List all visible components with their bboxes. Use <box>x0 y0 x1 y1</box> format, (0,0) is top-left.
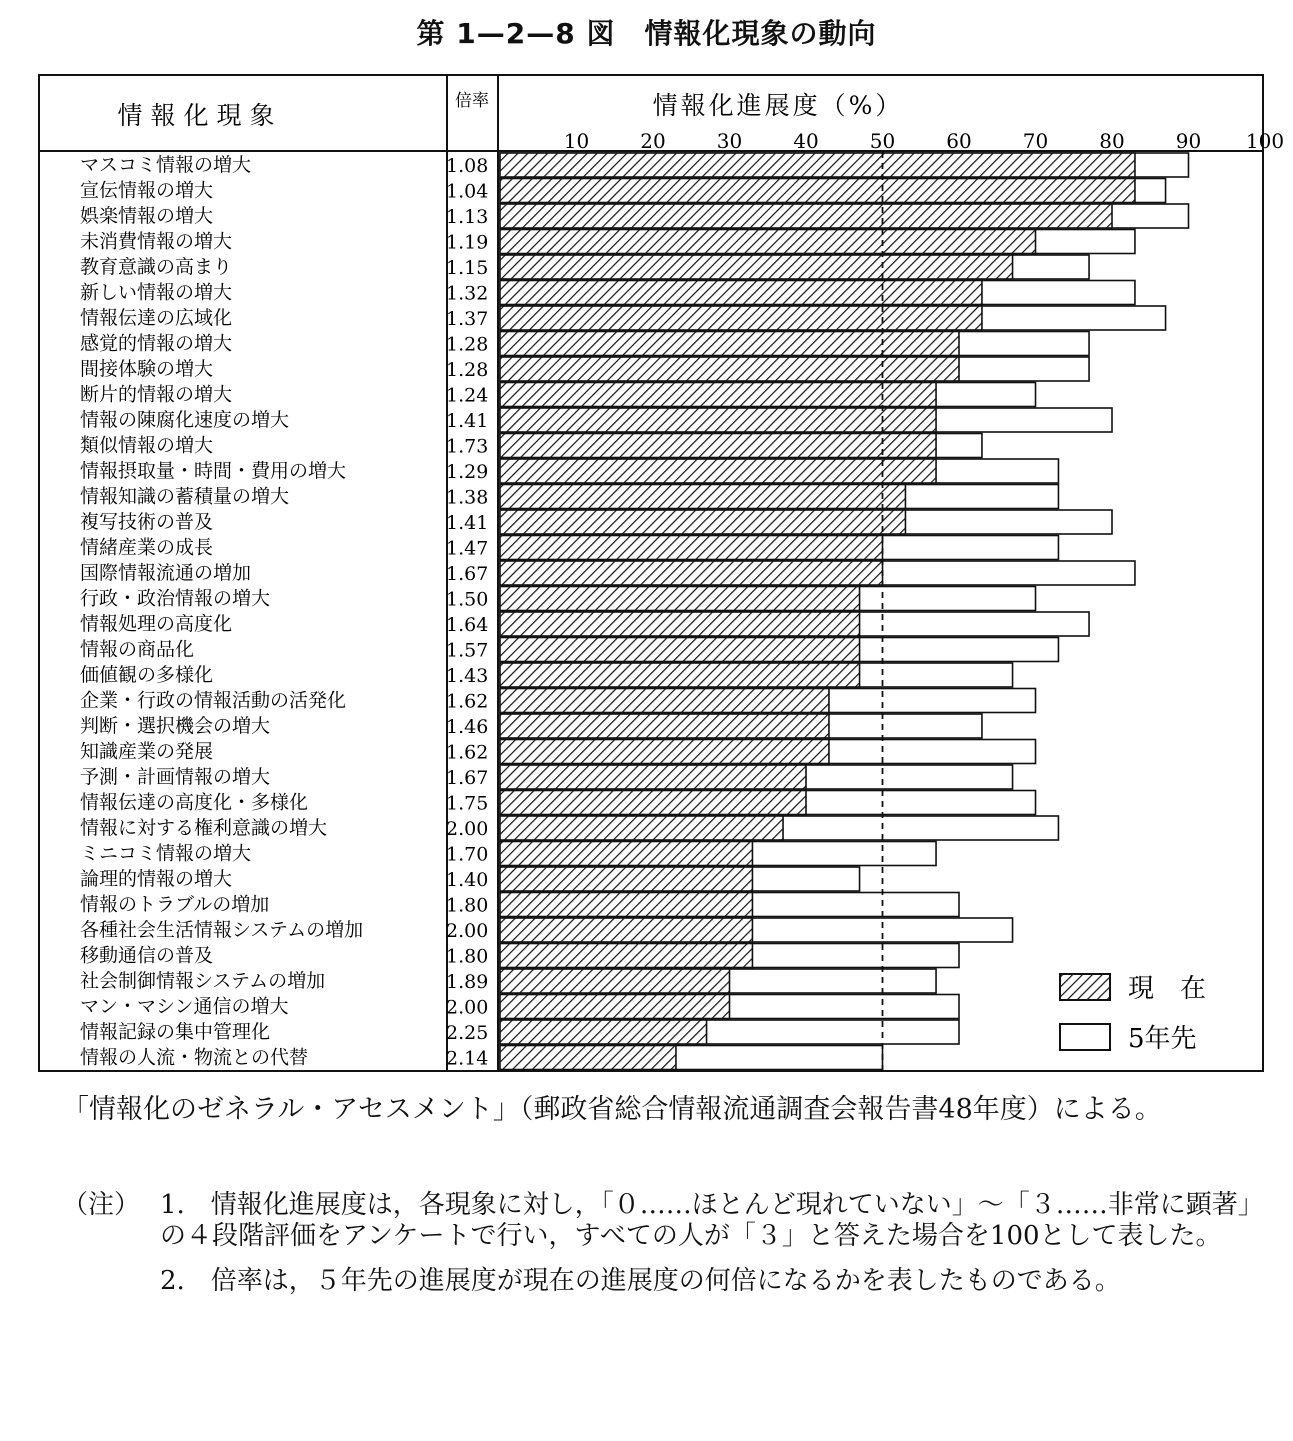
row-ratio: 1.24 <box>446 384 489 407</box>
notes-body <box>160 1190 1255 1312</box>
row-ratio: 2.00 <box>446 920 489 942</box>
row-ratio: 1.67 <box>446 563 489 585</box>
current-bar <box>500 281 982 305</box>
current-bar <box>500 714 829 738</box>
row-label: 教育意識の高まり <box>80 256 233 278</box>
current-bar <box>500 791 806 815</box>
row-ratio: 1.46 <box>446 716 489 738</box>
row-ratio: 1.80 <box>446 894 489 917</box>
tick-label: 10 <box>563 129 590 153</box>
chart-frame <box>38 74 1285 1072</box>
source-note: 「情報化のゼネラル・アセスメント」（郵政省総合情報流通調査会報告書48年度）による。 <box>62 1094 1162 1125</box>
current-bar <box>500 332 959 356</box>
row-label: 社会制御情報システムの増加 <box>80 970 326 992</box>
current-bar <box>500 255 1013 279</box>
note-item-1: 1. 情報化進展度は，各現象に対し，「０……ほとんど現れていない」～「３……非常に顕著」の４段階評価をアンケートで行い，すべての人が「３」と答えた場合を100として表した。 <box>160 1190 1251 1252</box>
tick-label: 50 <box>869 129 896 153</box>
row-label: 予測・計画情報の増大 <box>80 766 271 788</box>
row-ratio: 1.29 <box>446 461 489 483</box>
row-ratio: 1.57 <box>446 639 489 662</box>
row-ratio: 1.50 <box>446 588 489 611</box>
chart-rows <box>80 152 1189 1070</box>
notes-heading: （注） <box>62 1190 141 1220</box>
row-label: 情報処理の高度化 <box>80 613 233 635</box>
tick-label: 30 <box>716 129 743 153</box>
row-label: 情報知識の蓄積量の増大 <box>80 485 290 508</box>
row-label: 情報摂取量・時間・費用の増大 <box>80 460 347 482</box>
row-ratio: 1.19 <box>446 231 489 254</box>
row-ratio: 2.00 <box>446 996 489 1019</box>
row-ratio: 1.89 <box>446 971 489 993</box>
row-ratio: 1.28 <box>446 333 489 356</box>
row-ratio: 1.75 <box>446 792 489 815</box>
tick-label: 100 <box>1245 129 1285 153</box>
current-bar <box>500 740 829 764</box>
row-label: 各種社会生活情報システムの増加 <box>80 919 364 941</box>
row-ratio: 1.28 <box>446 359 489 381</box>
row-ratio: 2.14 <box>446 1047 489 1070</box>
row-ratio: 1.08 <box>446 155 489 177</box>
row-ratio: 1.47 <box>446 537 489 560</box>
row-label: 感覚的情報の増大 <box>80 332 233 355</box>
current-bar <box>500 612 860 636</box>
row-label: 複写技術の普及 <box>80 511 214 533</box>
legend-swatch-future <box>1060 1024 1110 1050</box>
current-bar <box>500 816 783 840</box>
current-bar <box>500 867 752 891</box>
current-bar <box>500 230 1036 254</box>
progress-bar-chart <box>40 76 1285 1070</box>
current-bar <box>500 510 905 534</box>
row-label: 知識産業の発展 <box>80 740 214 763</box>
row-label: マスコミ情報の増大 <box>80 154 252 176</box>
current-bar <box>500 638 860 662</box>
row-label: マン・マシン通信の増大 <box>80 995 289 1018</box>
axis-title: 情報化進展度（%） <box>652 91 904 120</box>
row-ratio: 1.38 <box>446 486 489 509</box>
current-bar <box>500 459 936 483</box>
row-label: 情報伝達の広域化 <box>80 307 233 329</box>
row-ratio: 2.25 <box>446 1022 489 1044</box>
row-label: 娯楽情報の増大 <box>80 205 214 227</box>
tick-label: 60 <box>946 129 972 153</box>
row-ratio: 1.32 <box>446 282 489 305</box>
current-bar <box>500 765 806 789</box>
row-label: ミニコミ情報の増大 <box>80 842 252 865</box>
current-bar <box>500 944 752 968</box>
current-bar <box>500 383 936 407</box>
row-label: 間接体験の増大 <box>80 358 214 380</box>
row-ratio: 1.13 <box>446 206 489 228</box>
row-label: 情報伝達の高度化・多様化 <box>80 791 309 814</box>
row-label: 情報記録の集中管理化 <box>80 1021 271 1043</box>
figure-title: 第 1—2—8 図 情報化現象の動向 <box>416 17 877 50</box>
tick-label: 90 <box>1175 129 1202 153</box>
row-label: 情報の人流・物流との代替 <box>80 1046 309 1069</box>
row-label: 情報の陳腐化速度の増大 <box>80 409 290 431</box>
row-label: 情報の商品化 <box>80 638 195 661</box>
legend-label-future: 5年先 <box>1128 1024 1197 1054</box>
note-item-2: 2. 倍率は，５年先の進展度が現在の進展度の何倍になるかを表したものである。 <box>160 1266 1121 1297</box>
current-bar <box>500 1020 707 1044</box>
current-bar <box>500 587 860 611</box>
row-ratio: 1.43 <box>446 665 489 687</box>
ratio-header: 倍率 <box>455 91 489 111</box>
phenomenon-header: 情報化現象 <box>117 101 283 130</box>
current-bar <box>500 485 905 509</box>
row-label: 宣伝情報の増大 <box>80 179 214 202</box>
row-label: 価値観の多様化 <box>80 664 214 686</box>
row-ratio: 1.62 <box>446 741 489 764</box>
row-ratio: 1.80 <box>446 945 489 968</box>
current-bar <box>500 561 883 585</box>
legend <box>1060 974 1206 1054</box>
row-ratio: 1.37 <box>446 308 489 330</box>
current-bar <box>500 918 752 942</box>
current-bar <box>500 179 1135 203</box>
row-ratio: 1.64 <box>446 614 489 636</box>
current-bar <box>500 434 936 458</box>
row-ratio: 1.67 <box>446 767 489 789</box>
row-label: 論理的情報の増大 <box>80 868 233 890</box>
current-bar <box>500 995 730 1019</box>
current-bar <box>500 663 860 687</box>
row-ratio: 1.04 <box>446 180 489 203</box>
tick-label: 40 <box>793 129 819 153</box>
current-bar <box>500 893 752 917</box>
current-bar <box>500 153 1135 177</box>
row-label: 未消費情報の増大 <box>80 230 233 253</box>
row-ratio: 1.73 <box>446 435 489 458</box>
row-ratio: 1.62 <box>446 690 489 713</box>
current-bar <box>500 689 829 713</box>
row-label: 企業・行政の情報活動の活発化 <box>80 689 347 712</box>
row-label: 情報に対する権利意識の増大 <box>80 817 328 839</box>
row-label: 情報のトラブルの増加 <box>80 893 270 916</box>
row-ratio: 2.00 <box>446 818 489 840</box>
row-label: 類似情報の増大 <box>80 434 214 457</box>
row-label: 移動通信の普及 <box>80 944 214 967</box>
row-label: 行政・政治情報の増大 <box>80 587 271 610</box>
row-ratio: 1.41 <box>446 410 489 432</box>
row-label: 判断・選択機会の増大 <box>80 715 271 737</box>
tick-label: 80 <box>1099 129 1125 153</box>
current-bar <box>500 536 883 560</box>
tick-label: 20 <box>640 129 666 153</box>
row-ratio: 1.41 <box>446 512 489 534</box>
row-ratio: 1.40 <box>446 869 489 891</box>
axis-ticks <box>564 129 1284 153</box>
current-bar <box>500 969 730 993</box>
row-label: 新しい情報の増大 <box>80 281 233 304</box>
current-bar <box>500 204 1112 228</box>
current-bar <box>500 357 959 381</box>
current-bar <box>500 408 936 432</box>
current-bar <box>500 842 752 866</box>
row-ratio: 1.70 <box>446 843 489 866</box>
tick-label: 70 <box>1022 129 1049 153</box>
legend-swatch-current <box>1060 974 1110 1000</box>
row-label: 断片的情報の増大 <box>80 383 233 406</box>
current-bar <box>500 1046 676 1070</box>
row-ratio: 1.15 <box>446 257 489 279</box>
legend-label-current: 現 在 <box>1128 974 1207 1004</box>
current-bar <box>500 306 982 330</box>
row-label: 国際情報流通の増加 <box>80 562 252 584</box>
row-label: 情緒産業の成長 <box>80 536 214 559</box>
